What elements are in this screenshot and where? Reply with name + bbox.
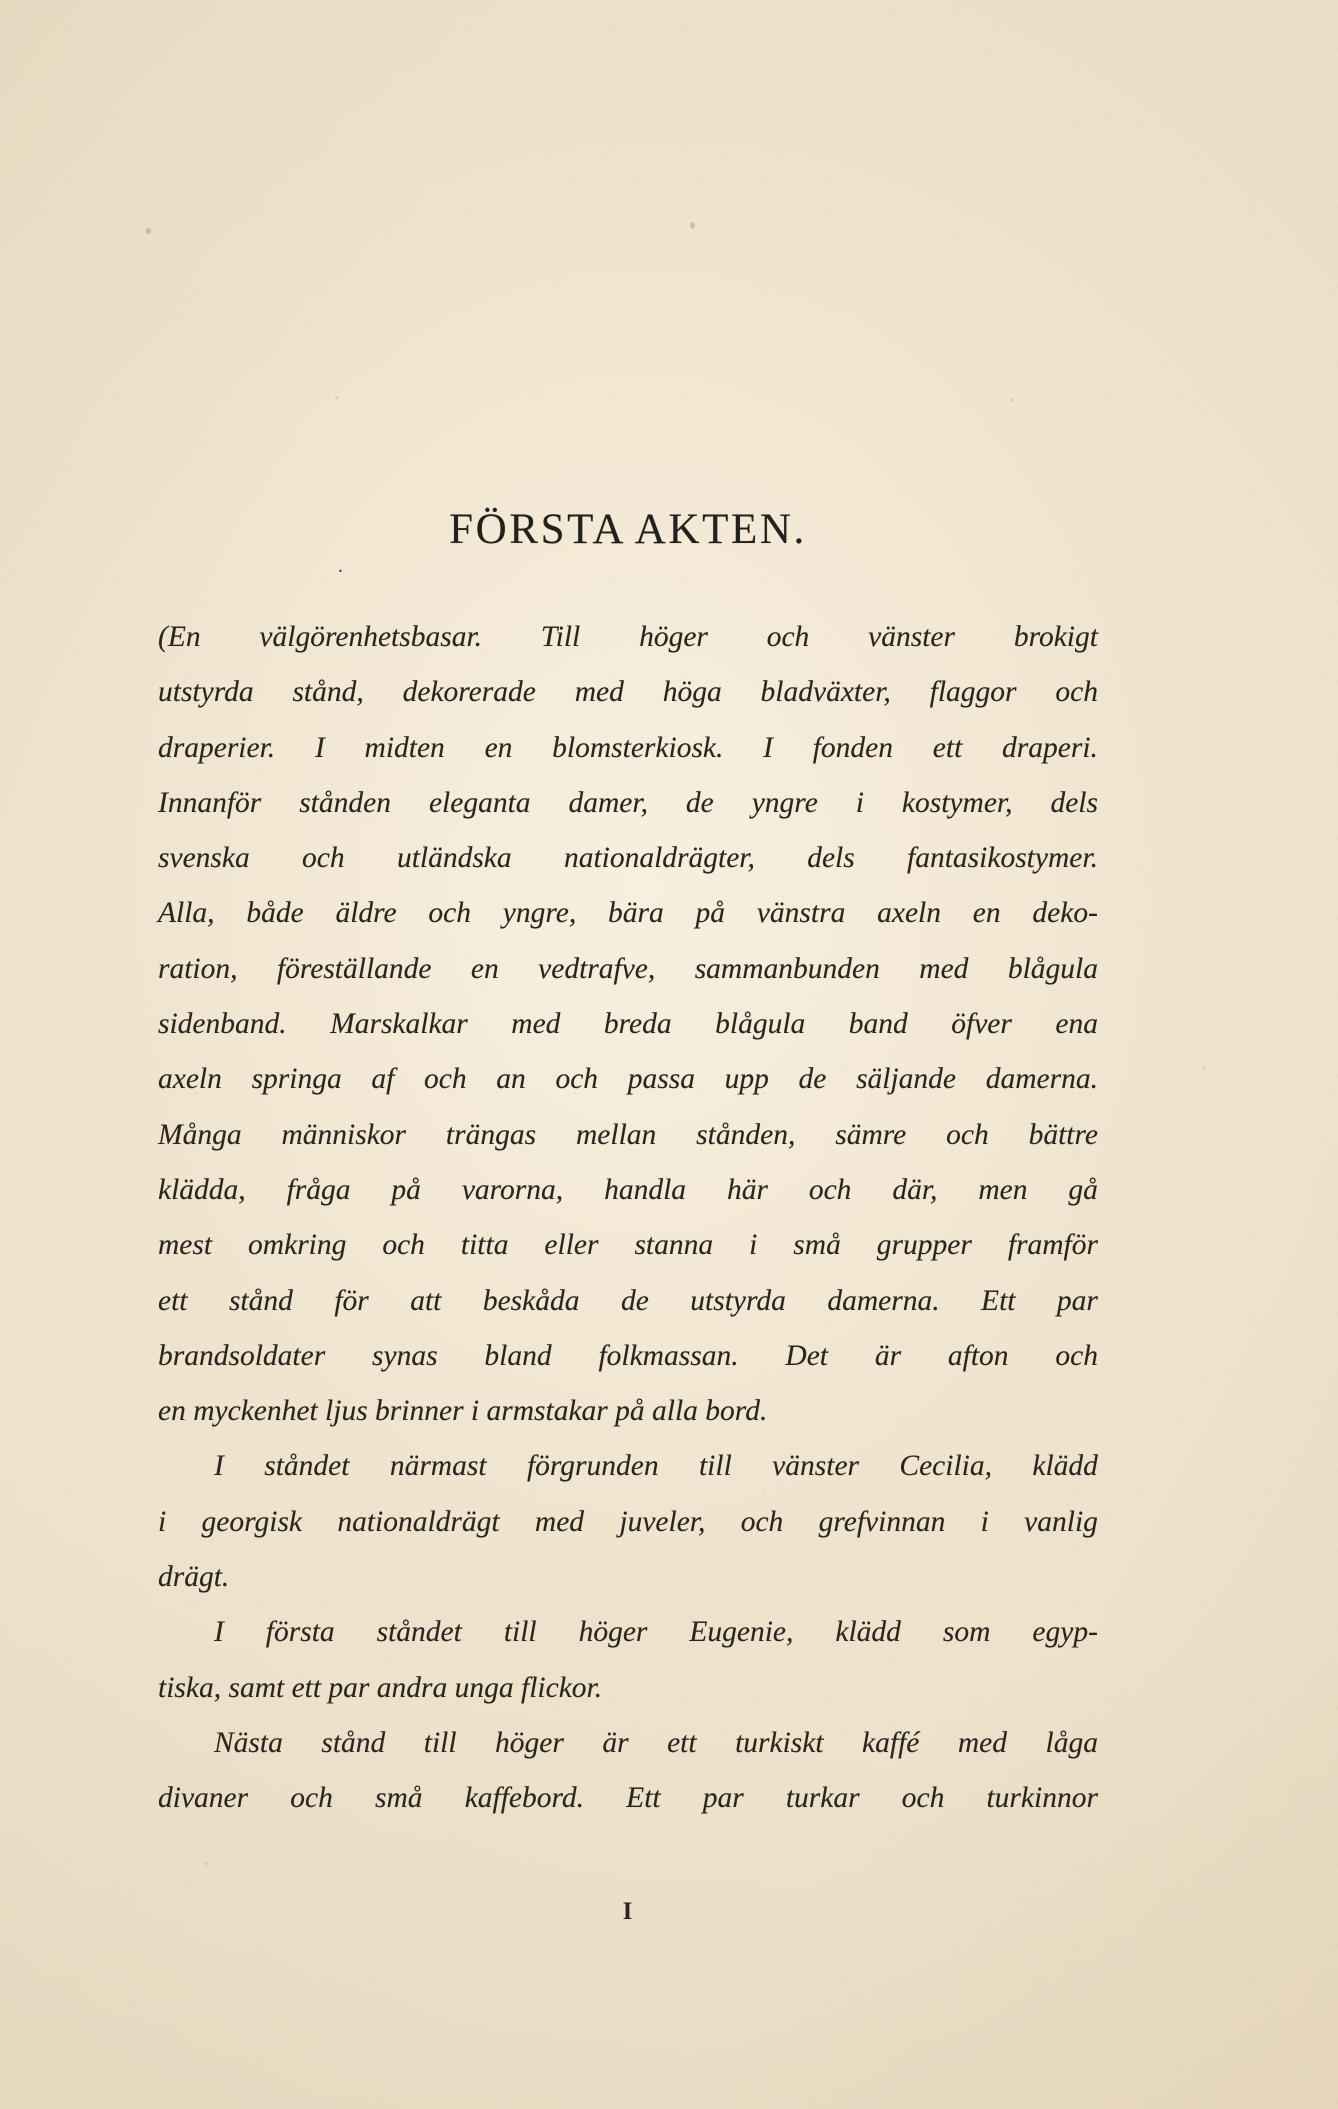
text-word: bättre [1028, 1118, 1098, 1151]
text-word: höger [495, 1726, 564, 1759]
body-text [158, 610, 1098, 1827]
text-word: första [265, 1616, 335, 1649]
text-word: närmast [389, 1450, 487, 1483]
text-word: (En [158, 621, 201, 653]
text-word: yngre, [502, 897, 577, 930]
text-word: och [428, 897, 472, 930]
text-line [158, 831, 1098, 886]
text-word: och [555, 1063, 599, 1096]
text-word: vedtrafve, [538, 952, 656, 985]
text-word: ståndet [264, 1450, 350, 1483]
page-signature: I [622, 1898, 634, 1925]
text-word: bland [484, 1339, 552, 1372]
text-word: och [382, 1229, 425, 1262]
text-line [158, 886, 1098, 941]
text-word: flaggor [929, 676, 1017, 709]
text-word: välgörenhetsbasar. [259, 621, 483, 653]
text-word: där, [892, 1173, 938, 1206]
text-word: blomsterkiosk. [552, 731, 724, 764]
text-word: vänstra [756, 897, 846, 930]
text-word: med [957, 1726, 1008, 1759]
text-line [158, 1771, 1098, 1826]
text-word: höger [578, 1616, 648, 1649]
text-word: med [919, 952, 969, 985]
text-word: par [702, 1782, 744, 1815]
text-word: Eugenie, [689, 1616, 794, 1649]
text-word: deko- [1032, 897, 1098, 930]
text-word: både [246, 897, 304, 930]
text-word: upp [724, 1063, 769, 1096]
text-word: höger [639, 621, 708, 653]
text-word: öfver [951, 1008, 1012, 1041]
text-word: och [1055, 676, 1098, 709]
text-word: och [740, 1505, 784, 1538]
text-word: svenska [158, 842, 250, 875]
text-word: afton [947, 1339, 1009, 1372]
eugenie-paragraph [158, 1605, 1098, 1716]
text-word: omkring [248, 1229, 347, 1262]
text-word: med [511, 1008, 561, 1041]
text-word: höga [662, 676, 722, 709]
text-word: ration, [158, 952, 238, 985]
text-word: stånd [321, 1726, 386, 1759]
text-word: damer, [568, 786, 648, 819]
text-word: i [749, 1229, 758, 1262]
text-word: att [410, 1284, 442, 1317]
text-word: nationaldrägt [337, 1505, 500, 1538]
text-word: vänster [772, 1450, 860, 1483]
text-word: de [685, 786, 714, 819]
paragraph-container [158, 610, 1098, 1827]
text-line [158, 1108, 1098, 1163]
text-word: Ett [626, 1782, 661, 1815]
text-word: dels [807, 842, 855, 875]
text-word: folkmassan. [598, 1339, 739, 1372]
text-word: brandsoldater [158, 1339, 326, 1372]
text-word: nationaldrägter, [563, 842, 755, 875]
text-word: till [503, 1616, 537, 1649]
text-word: med [574, 676, 624, 709]
text-word: sämre [835, 1118, 907, 1151]
text-word: små [375, 1782, 423, 1815]
text-word: I [314, 731, 325, 764]
text-word: turkar [785, 1782, 860, 1815]
text-word: utstyrda [158, 676, 254, 709]
text-word: par [1056, 1284, 1098, 1317]
text-word: fonden [812, 731, 894, 764]
text-word: ena [1055, 1008, 1098, 1041]
text-word: mellan [575, 1118, 657, 1151]
text-word: midten [364, 731, 445, 764]
text-word: vänster [868, 621, 955, 653]
text-word: bladväxter, [760, 676, 891, 709]
text-line: drägt. [158, 1561, 230, 1594]
text-word: kaffé [862, 1726, 920, 1759]
text-line [158, 997, 1098, 1052]
text-word: Nästa [214, 1726, 283, 1759]
text-word: dels [1050, 786, 1098, 819]
text-word: fantasikostymer. [907, 842, 1098, 875]
text-line [158, 1163, 1098, 1218]
text-word: kaffebord. [464, 1782, 585, 1815]
text-word: stånd [228, 1284, 293, 1317]
text-word: Marskalkar [330, 1008, 468, 1041]
text-word: mest [158, 1229, 213, 1262]
text-word: till [698, 1450, 732, 1483]
text-line [158, 1329, 1098, 1384]
text-word: grefvinnan [818, 1505, 946, 1538]
text-word: en [484, 731, 513, 764]
text-word: beskåda [482, 1284, 580, 1317]
turkish-cafe-paragraph [158, 1716, 1098, 1827]
text-word: som [942, 1616, 991, 1649]
text-word: en [470, 952, 499, 985]
text-word: klädda, [158, 1173, 246, 1206]
text-word: och [302, 842, 345, 875]
text-word: säljande [856, 1063, 957, 1096]
text-word: med [534, 1505, 585, 1538]
text-word: är [602, 1726, 629, 1759]
text-word: föreställande [276, 952, 432, 985]
text-word: till [423, 1726, 457, 1759]
text-word: turkiskt [735, 1726, 824, 1759]
text-word: framför [1007, 1229, 1098, 1262]
text-word: förgrunden [526, 1450, 659, 1483]
text-word: klädd [835, 1616, 901, 1649]
text-word: är [874, 1339, 902, 1372]
text-word: Många [158, 1118, 242, 1151]
text-word: damerna. [827, 1284, 940, 1317]
text-word: ett [667, 1726, 697, 1759]
cecilia-paragraph [158, 1439, 1098, 1605]
text-word: af [371, 1063, 395, 1096]
text-word: eller [544, 1229, 599, 1262]
page-title: FÖRSTA AKTEN. [449, 506, 807, 553]
text-word: varorna, [461, 1173, 564, 1206]
text-word: Ett [981, 1284, 1016, 1317]
text-word: här [726, 1173, 768, 1206]
text-word: turkinnor [986, 1782, 1098, 1815]
text-word: de [620, 1284, 649, 1317]
text-line [158, 665, 1098, 720]
text-word: grupper [876, 1229, 972, 1262]
text-word: sammanbunden [694, 952, 880, 985]
text-word: dekorerade [402, 676, 536, 709]
text-word: i [855, 786, 864, 819]
text-word: an [496, 1063, 526, 1096]
text-line [158, 942, 1098, 997]
text-word: Till [540, 621, 581, 653]
text-word: utstyrda [690, 1284, 786, 1317]
text-word: stanna [634, 1229, 714, 1262]
text-word: de [798, 1063, 827, 1096]
text-word: vanlig [1024, 1505, 1098, 1538]
text-word: utländska [396, 842, 512, 875]
text-line [158, 1439, 1098, 1494]
text-word: yngre [751, 786, 818, 819]
text-line: en myckenhet ljus brinner i armstakar på alla bord. [158, 1395, 768, 1428]
text-word: draperi. [1002, 731, 1098, 764]
text-word: ett [932, 731, 963, 764]
text-word: Cecilia, [899, 1450, 992, 1483]
text-word: trängas [445, 1118, 537, 1151]
text-word: damerna. [985, 1063, 1098, 1096]
text-word: och [766, 621, 810, 653]
text-word: axeln [877, 897, 941, 930]
text-line [158, 1716, 1098, 1771]
text-word: brokigt [1013, 621, 1098, 653]
text-word: och [808, 1173, 852, 1206]
text-word: i [980, 1505, 989, 1538]
text-word: stånden, [696, 1118, 796, 1151]
text-word: och [946, 1118, 989, 1151]
text-word: juveler, [619, 1505, 706, 1538]
text-word: blågula [715, 1008, 806, 1041]
text-word: men [978, 1173, 1028, 1206]
text-word: och [424, 1063, 467, 1096]
text-word: synas [372, 1339, 438, 1372]
text-line [158, 1605, 1098, 1660]
text-word: människor [281, 1118, 407, 1151]
text-word: och [901, 1782, 945, 1815]
text-word: Det [785, 1339, 828, 1372]
text-word: I [214, 1616, 224, 1649]
text-word: på [391, 1173, 421, 1206]
text-word: passa [627, 1063, 695, 1096]
text-word: för [334, 1284, 369, 1317]
text-word: en [972, 897, 1001, 930]
stage-direction-paragraph [158, 610, 1098, 1439]
text-word: springa [251, 1063, 342, 1096]
text-word: gå [1068, 1173, 1098, 1206]
text-line [158, 610, 1098, 665]
text-word: i [158, 1505, 167, 1538]
text-word: på [695, 897, 726, 930]
text-word: ett [158, 1284, 188, 1317]
ink-dot-mark: . [338, 555, 343, 577]
text-word: egyp- [1032, 1616, 1098, 1649]
text-word: band [848, 1008, 908, 1041]
text-word: divaner [158, 1782, 249, 1815]
text-line [158, 776, 1098, 831]
text-line [158, 1495, 1098, 1550]
text-word: ståndet [376, 1616, 462, 1649]
text-word: stånd, [292, 676, 364, 709]
text-word: blågula [1007, 952, 1098, 985]
text-word: och [290, 1782, 333, 1815]
text-line [158, 1052, 1098, 1107]
text-word: sidenband. [158, 1008, 287, 1041]
text-word: Alla, [158, 897, 215, 930]
text-word: handla [604, 1173, 687, 1206]
text-word: axeln [158, 1063, 222, 1096]
text-word: äldre [335, 897, 397, 930]
text-word: låga [1045, 1726, 1098, 1759]
text-line [158, 1274, 1098, 1329]
text-word: stånden [299, 786, 391, 819]
text-word: titta [460, 1229, 509, 1262]
text-word: I [763, 731, 773, 764]
text-word: kostymer, [901, 786, 1013, 819]
text-line: tiska, samt ett par andra unga flickor. [158, 1671, 603, 1704]
text-word: bära [608, 897, 664, 930]
text-line [158, 721, 1098, 776]
text-word: I [214, 1450, 224, 1483]
text-word: fråga [286, 1173, 351, 1206]
text-word: och [1055, 1339, 1098, 1372]
text-word: klädd [1032, 1450, 1098, 1483]
text-word: små [793, 1229, 841, 1262]
text-line [158, 1218, 1098, 1273]
text-word: Innanför [158, 786, 262, 819]
text-word: draperier. [158, 731, 276, 764]
text-word: georgisk [201, 1505, 303, 1538]
text-word: breda [603, 1008, 672, 1041]
text-word: eleganta [428, 786, 531, 819]
